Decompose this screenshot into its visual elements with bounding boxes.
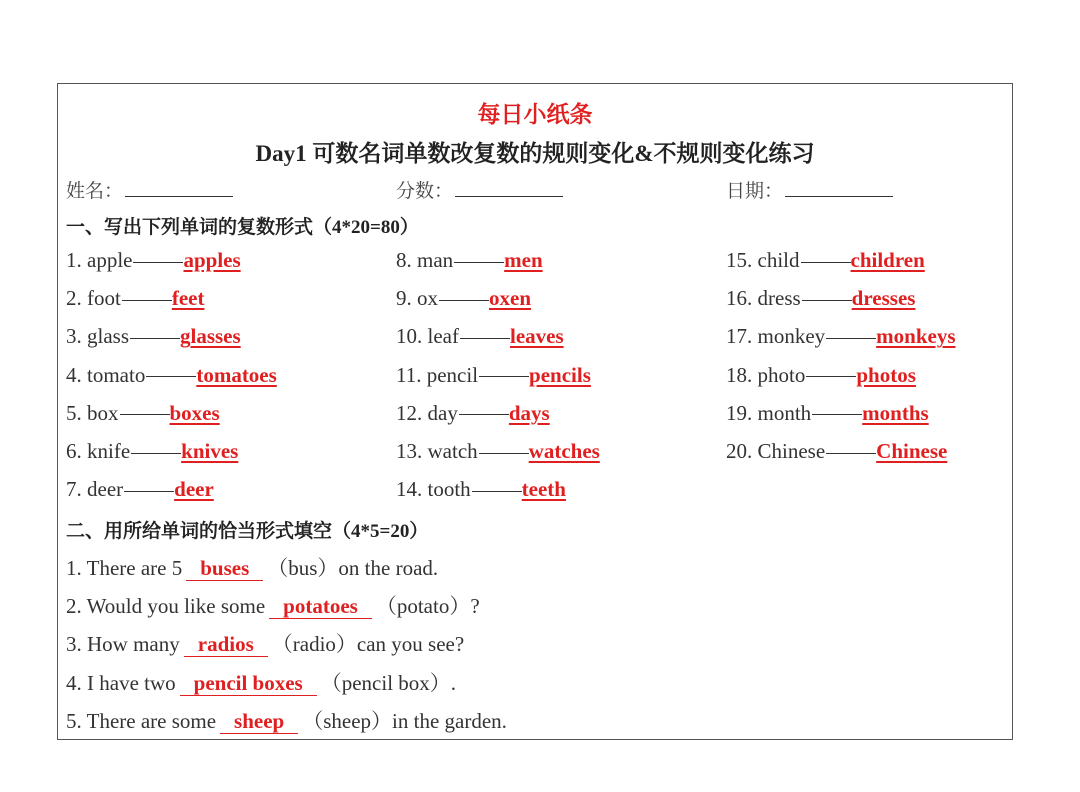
name-field: [66, 176, 233, 203]
score-field: [396, 176, 563, 203]
date-label: 日期：: [726, 181, 784, 202]
plural-item-dash: [806, 376, 856, 377]
score-blank: [455, 179, 563, 197]
plural-item-word: 14. tooth: [396, 477, 471, 502]
plural-item-answer: oxen: [489, 286, 531, 311]
plural-item: [66, 363, 277, 388]
date-field: [726, 176, 893, 203]
plural-item: [396, 439, 600, 464]
plural-item-dash: [812, 414, 862, 415]
fill-sentence-after: （sheep）in the garden.: [302, 708, 507, 733]
plural-item-dash: [120, 414, 170, 415]
fill-sentence: [66, 552, 438, 582]
fill-sentence-after: （potato）?: [375, 594, 480, 619]
plural-item-dash: [479, 376, 529, 377]
plural-item: [66, 248, 241, 273]
fill-sentence-answer: radios: [184, 633, 268, 657]
score-label: 分数：: [396, 181, 454, 202]
plural-item-answer: photos: [856, 362, 916, 387]
plural-item-word: 12. day: [396, 400, 458, 425]
plural-item-word: 5. box: [66, 400, 119, 425]
plural-item-answer: boxes: [169, 400, 220, 425]
plural-item-dash: [472, 491, 522, 492]
plural-item-dash: [439, 300, 489, 301]
plural-item-answer: children: [850, 248, 925, 272]
plural-item-dash: [459, 414, 509, 415]
fill-sentence: [66, 705, 507, 735]
plural-item: [396, 401, 550, 426]
plural-item-dash: [826, 338, 876, 339]
fill-sentence-after: （pencil box）.: [320, 670, 457, 695]
fill-sentence-before: 1. There are 5: [66, 556, 183, 580]
plural-item-word: 7. deer: [66, 477, 124, 502]
plural-item-dash: [454, 262, 504, 263]
plural-item: [726, 439, 947, 464]
plural-item-word: 20. Chinese: [726, 439, 826, 463]
plural-item-word: 3. glass: [66, 324, 129, 349]
fill-sentence-before: 2. Would you like some: [66, 594, 266, 619]
plural-item-answer: dresses: [851, 286, 916, 311]
plural-item-word: 17. monkey: [726, 324, 826, 349]
worksheet: [57, 83, 1013, 740]
plural-item-word: 1. apple: [66, 248, 133, 272]
plural-item: [726, 363, 916, 388]
date-blank: [785, 179, 893, 197]
section2-heading: 二、用所给单词的恰当形式填空（4*5=20）: [66, 521, 429, 542]
plural-item-dash: [479, 453, 529, 454]
fill-sentence-answer: sheep: [220, 710, 298, 734]
plural-item-answer: teeth: [521, 477, 566, 502]
plural-item-answer: glasses: [180, 324, 241, 349]
plural-item: [396, 248, 543, 273]
plural-item-answer: knives: [181, 439, 239, 463]
plural-item-dash: [130, 338, 180, 339]
plural-item-dash: [133, 262, 183, 263]
plural-item: [726, 401, 929, 426]
plural-item-word: 4. tomato: [66, 362, 146, 387]
plural-item-word: 6. knife: [66, 439, 131, 463]
plural-item-word: 15. child: [726, 248, 800, 272]
plural-item: [66, 439, 238, 464]
plural-item-dash: [131, 453, 181, 454]
plural-item: [396, 477, 566, 502]
worksheet-subtitle: Day1 可数名词单数改复数的规则变化&不规则变化练习: [255, 141, 815, 166]
plural-item-answer: deer: [174, 477, 214, 502]
plural-item: [66, 401, 220, 426]
plural-item-dash: [826, 453, 876, 454]
plural-item: [66, 324, 241, 349]
plural-item-answer: leaves: [509, 324, 564, 349]
fill-sentence-before: 5. There are some: [66, 708, 217, 733]
plural-item-answer: monkeys: [876, 324, 956, 349]
plural-item-dash: [802, 300, 852, 301]
fill-sentence-answer: pencil boxes: [180, 672, 317, 696]
plural-item: [726, 324, 956, 349]
name-blank: [125, 179, 233, 197]
fill-sentence-after: （bus）on the road.: [267, 556, 439, 580]
plural-item-answer: watches: [528, 439, 600, 463]
plural-item: [726, 248, 925, 273]
fill-sentence-answer: buses: [186, 557, 263, 581]
plural-item-dash: [122, 300, 172, 301]
plural-item-answer: feet: [171, 286, 205, 311]
plural-item-answer: months: [862, 400, 929, 425]
fill-sentence: [66, 628, 464, 658]
plural-item-answer: pencils: [529, 362, 591, 387]
plural-item-word: 9. ox: [396, 286, 438, 311]
plural-item: [396, 286, 531, 311]
fill-sentence: [66, 590, 480, 620]
plural-item-word: 2. foot: [66, 286, 121, 311]
fill-sentence-answer: potatoes: [269, 595, 372, 619]
fill-sentence-after: （radio）can you see?: [271, 632, 465, 657]
plural-item: [396, 324, 564, 349]
section1-heading: 一、写出下列单词的复数形式（4*20=80）: [66, 217, 419, 238]
plural-item: [726, 286, 915, 311]
plural-item: [66, 286, 204, 311]
plural-item-word: 19. month: [726, 400, 812, 425]
plural-item-word: 11. pencil: [396, 362, 479, 387]
worksheet-title: 每日小纸条: [477, 102, 593, 127]
plural-item-answer: tomatoes: [196, 362, 277, 387]
name-label: 姓名：: [66, 181, 124, 202]
plural-item-word: 10. leaf: [396, 324, 459, 349]
plural-item-answer: Chinese: [876, 439, 948, 463]
fill-sentence-before: 4. I have two: [66, 670, 176, 695]
plural-item-word: 16. dress: [726, 286, 801, 311]
plural-item-answer: apples: [183, 248, 241, 272]
plural-item-dash: [146, 376, 196, 377]
plural-item-word: 18. photo: [726, 362, 806, 387]
plural-item: [66, 477, 214, 502]
fill-sentence: [66, 667, 456, 697]
plural-item-answer: men: [504, 248, 543, 272]
plural-item-dash: [124, 491, 174, 492]
fill-sentence-before: 3. How many: [66, 632, 180, 657]
plural-item-word: 13. watch: [396, 439, 478, 463]
plural-item-dash: [460, 338, 510, 339]
plural-item-answer: days: [508, 400, 550, 425]
plural-item-dash: [801, 262, 851, 263]
plural-item-word: 8. man: [396, 248, 454, 272]
plural-item: [396, 363, 591, 388]
